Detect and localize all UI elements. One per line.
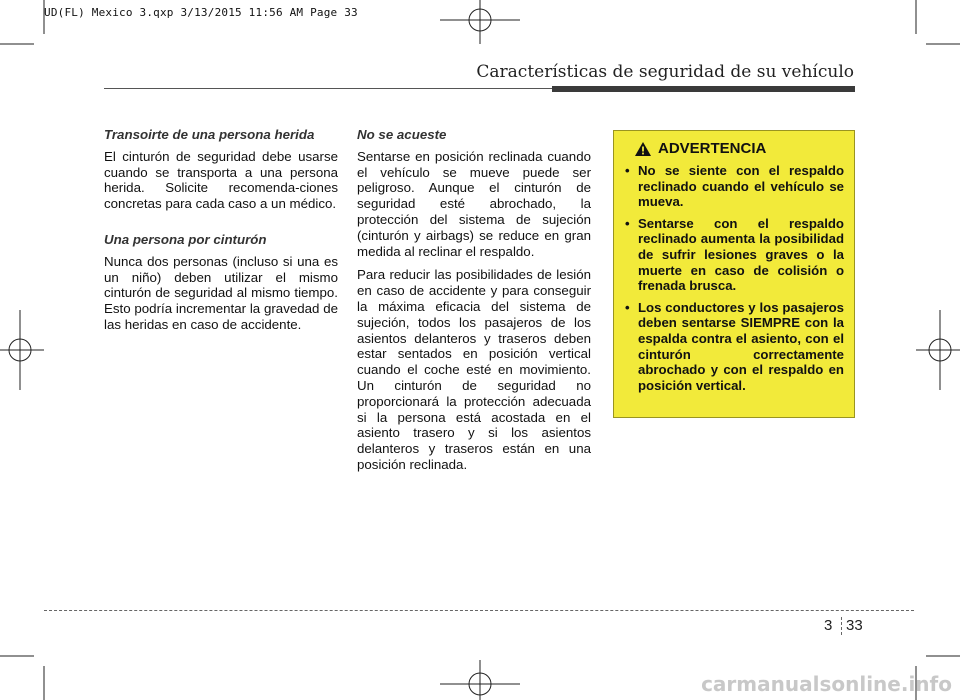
warning-triangle-icon [634,141,652,157]
heading-no-reclining: No se acueste [357,127,447,142]
header-rule [104,88,552,89]
heading-injured-person: Transoirte de una persona herida [104,127,315,142]
registration-mark-top [440,0,520,44]
warning-item: • Los conductores y los pasajeros deben sentarse SIEMPRE con la espalda contra el asiento, con el cinturón correctamente abrochado y con el respaldo en posición vertical. [624,300,844,394]
paragraph-injured-person: El cinturón de seguridad debe usarse cuando se transporta a una persona herida. Solicite recomenda-ciones concretas para cada caso a un médico. [104,148,338,212]
footer-rule [44,610,914,611]
column-left [104,127,338,341]
page-separator [841,617,842,635]
paragraph-one-per-belt: Nunca dos personas (incluso si una es un niño) deben utilizar el mismo cinturón de seguridad al mismo tiempo. Esto podría incrementar la gravedad de las heridas en caso de accidente. [104,253,338,332]
warning-title: ADVERTENCIA [658,140,767,158]
chapter-number: 3 [824,617,833,634]
page-number: 33 [846,617,863,634]
warning-item: • No se siente con el respaldo reclinado cuando el vehículo se mueva. [624,163,844,210]
column-middle [357,127,591,481]
watermark: carmanualsonline.info [701,672,952,696]
registration-mark-left [0,310,44,390]
registration-mark-bottom [440,660,520,700]
warning-header [634,141,844,157]
section-title: Características de seguridad de su vehículo [476,62,854,82]
warning-list [624,163,844,393]
paragraph-upright-position: Para reducir las posibilidades de lesión en caso de accidente y para conseguir la máxima eficacia del sistema de sujeción, todos los pasajeros de los asientos delanteros y traseros deben estar sentados en posición vertical cuando el coche esté en movimiento. Un cinturón de seguridad no proporcionará la protección adecuada si la persona está acostada en el asiento trasero y si los asientos delanteros y traseros están en una posición reclinada. [357,267,591,472]
header-bar [552,86,855,92]
heading-one-per-belt: Una persona por cinturón [104,231,267,247]
paragraph-reclined-danger: Sentarse en posición reclinada cuando el vehículo se mueve puede ser peligroso. Aunque el cinturón de seguridad esté abrochado, la protección del sistema de sujeción (cinturón y airbags) se reduce en gran medida al reclinar el respaldo. [357,148,591,259]
warning-box [613,130,855,418]
print-slug: UD(FL) Mexico 3.qxp 3/13/2015 11:56 AM Page 33 [44,6,358,19]
registration-mark-right [916,310,960,390]
warning-item: • Sentarse con el respaldo reclinado aumenta la posibilidad de sufrir lesiones graves o la muerte en caso de colisión o frenada brusca. [624,216,844,294]
